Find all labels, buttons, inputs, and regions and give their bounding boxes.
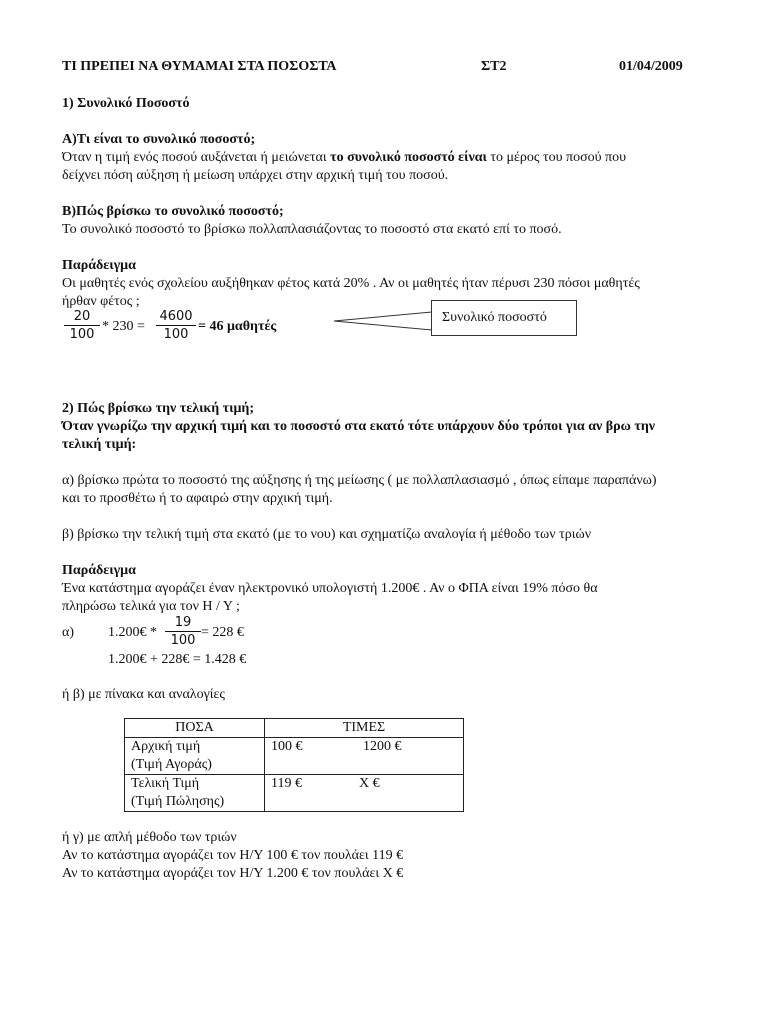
example-2-text-line-2: πληρώσω τελικά για τον Η / Υ ; — [62, 599, 240, 614]
fraction-denominator: 100 — [170, 633, 196, 648]
fraction-numerator: 19 — [174, 615, 192, 630]
callout-box: Συνολικό ποσοστό — [431, 300, 577, 336]
table-row — [125, 775, 464, 812]
section-2-intro-line-2: τελική τιμή: — [62, 437, 137, 452]
fraction-denominator: 100 — [163, 327, 189, 342]
method-a-line-1: α) βρίσκω πρώτα το ποσοστό της αύξησης ή της μείωσης ( με πολλαπλασιασμό , όπως είπαμε παραπάνω) — [62, 473, 657, 488]
method-c-label: ή γ) με απλή μέθοδο των τριών — [62, 830, 237, 845]
example-1-result: = 46 μαθητές — [198, 319, 277, 334]
class-label: ΣΤ2 — [481, 59, 507, 74]
method-a-line-2: και το προσθέτω ή το αφαιρώ στην αρχική τιμή. — [62, 491, 333, 506]
method-b-text: β) βρίσκω την τελική τιμή στα εκατό (με το νου) και σχηματίζω αναλογία ή μέθοδο των τριών — [62, 527, 592, 542]
table-row-label — [125, 775, 265, 812]
proportion-table — [124, 718, 464, 812]
table-cell: Χ € — [341, 775, 464, 812]
question-a-text-line-2: δείχνει πόση αύξηση ή μείωση υπάρχει στην αρχική τιμή του ποσού. — [62, 168, 449, 183]
example-2-heading: Παράδειγμα — [62, 563, 136, 578]
table-header-row — [125, 719, 464, 738]
table-row-label-line-2: (Τιμή Πώλησης) — [131, 794, 225, 809]
multiply-230: * 230 = — [102, 319, 145, 334]
fraction-19-100 — [165, 614, 201, 649]
table-row-label-line-2: (Τιμή Αγοράς) — [131, 757, 212, 772]
table-row — [125, 738, 464, 775]
table-header-cell: ΠΟΣΑ — [125, 719, 265, 738]
section-1-heading: 1) Συνολικό Ποσοστό — [62, 96, 190, 111]
question-a-heading: Α)Τι είναι το συνολικό ποσοστό; — [62, 132, 256, 147]
document-date: 01/04/2009 — [619, 59, 683, 74]
table-cell: 100 € — [265, 738, 342, 775]
table-cell: 119 € — [265, 775, 342, 812]
document-title: ΤΙ ΠΡΕΠΕΙ ΝΑ ΘΥΜΑΜΑΙ ΣΤΑ ΠΟΣΟΣΤΑ — [62, 59, 337, 74]
example-1-text-line-1: Οι μαθητές ενός σχολείου αυξήθηκαν φέτος κατά 20% . Αν οι μαθητές ήταν πέρυσι 230 πόσοι μαθητές — [62, 276, 640, 291]
question-a-text-part: Όταν η τιμή ενός ποσού αυξάνεται ή μειώνεται — [62, 150, 331, 165]
calc-1-right: = 228 € — [201, 625, 244, 640]
calc-1-left: 1.200€ * — [108, 625, 157, 640]
question-b-text: Το συνολικό ποσοστό το βρίσκω πολλαπλασιάζοντας το ποσοστό στα εκατό επί το ποσό. — [62, 222, 562, 237]
calc-label-a: α) — [62, 625, 74, 640]
section-2-heading: 2) Πώς βρίσκω την τελική τιμή; — [62, 401, 254, 416]
fraction-numerator: 4600 — [159, 309, 193, 324]
method-c-line-2: Αν το κατάστημα αγοράζει τον Η/Υ 1.200 € τον πουλάει Χ € — [62, 866, 404, 881]
question-b-heading: Β)Πώς βρίσκω το συνολικό ποσοστό; — [62, 204, 284, 219]
table-row-label — [125, 738, 265, 775]
table-row-label-line-1: Τελική Τιμή — [131, 776, 200, 791]
fraction-denominator: 100 — [69, 327, 95, 342]
example-1-heading: Παράδειγμα — [62, 258, 136, 273]
table-header-cell: ΤΙΜΕΣ — [265, 719, 464, 738]
example-1-text-line-2: ήρθαν φέτος ; — [62, 294, 140, 309]
method-c-line-1: Αν το κατάστημα αγοράζει τον Η/Υ 100 € τον πουλάει 119 € — [62, 848, 404, 863]
example-2-text-line-1: Ένα κατάστημα αγοράζει έναν ηλεκτρονικό υπολογιστή 1.200€ . Αν ο ΦΠΑ είναι 19% πόσο θα — [62, 581, 598, 596]
question-a-text-part: το μέρος του ποσού που — [486, 150, 627, 165]
table-row-label-line-1: Αρχική τιμή — [131, 739, 201, 754]
question-a-emphasis: το συνολικό ποσοστό είναι — [330, 150, 487, 165]
fraction-numerator: 20 — [73, 309, 91, 324]
calc-2: 1.200€ + 228€ = 1.428 € — [108, 652, 247, 667]
table-cell: 1200 € — [341, 738, 464, 775]
method-b-label: ή β) με πίνακα και αναλογίες — [62, 687, 225, 702]
section-2-intro-line-1: Όταν γνωρίζω την αρχική τιμή και το ποσοστό στα εκατό τότε υπάρχουν δύο τρόποι για αν βρω την — [62, 419, 656, 434]
